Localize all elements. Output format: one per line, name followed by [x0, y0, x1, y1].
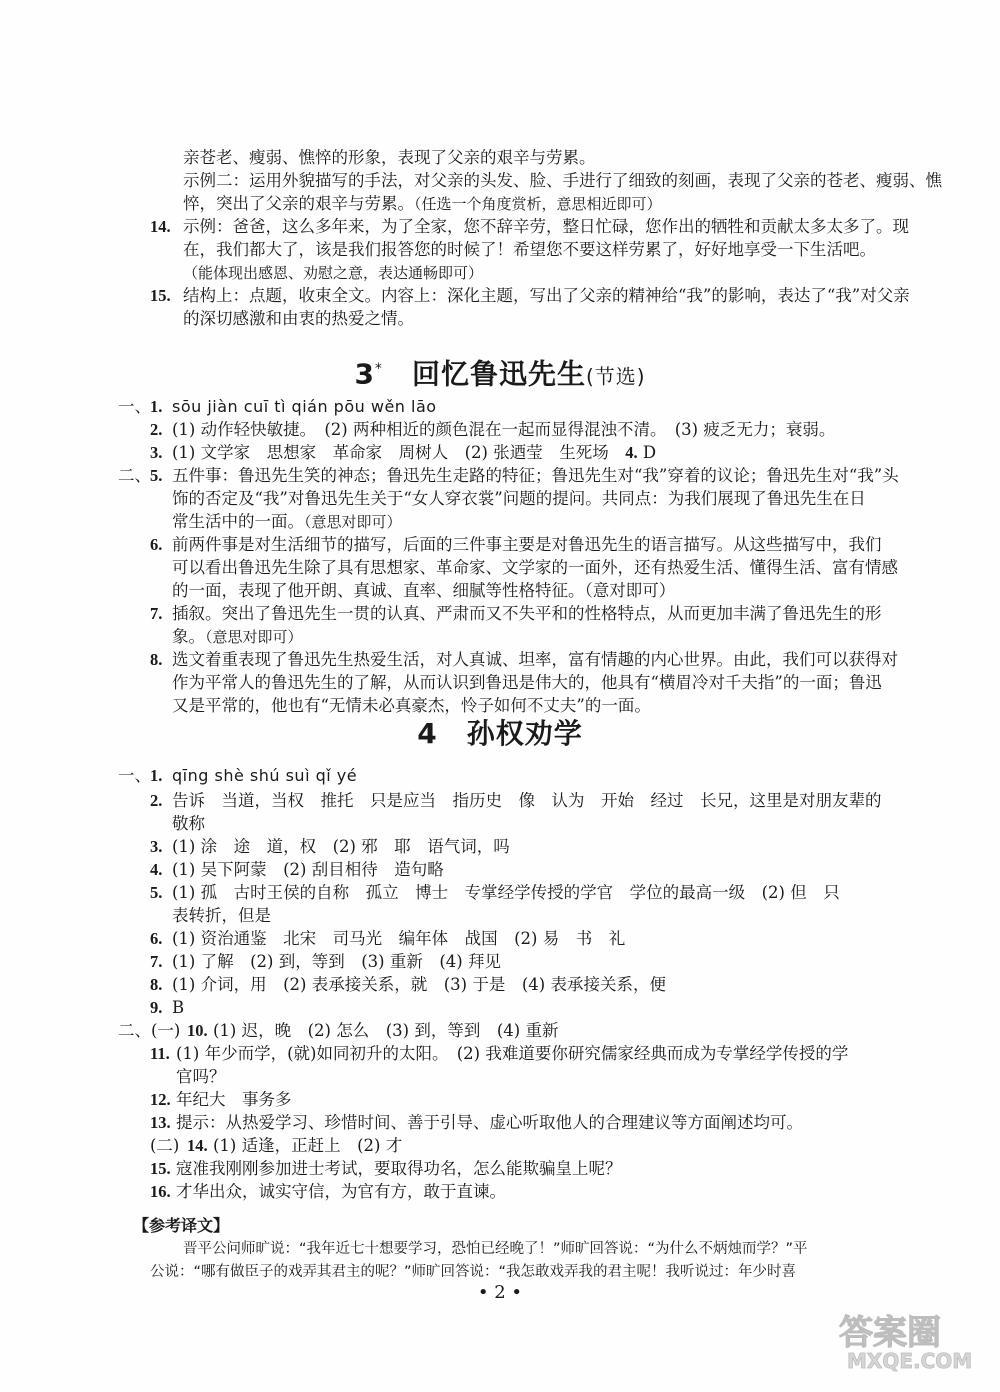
- question-number: 1.: [150, 397, 163, 416]
- answer-line: (1) 了解 (2) 到，等到 (3) 重新 (4) 拜见: [172, 952, 501, 971]
- answer-line: 前两件事是对生活细节的描写，后面的三件事主要是对鲁迅先生的语言描写。从这些描写中，我们: [172, 535, 882, 554]
- text-line: 悴，突出了父亲的艰辛与劳累。（任选一个角度赏析，意思相近即可）: [183, 194, 662, 213]
- answer-line: 寇准我刚刚参加进士考试，要取得功名，怎么能欺骗皇上呢？: [176, 1159, 622, 1178]
- answer-line: 表转折，但是: [172, 906, 271, 925]
- section-title: 4 孙权劝学: [417, 717, 583, 750]
- part-marker: 一、: [118, 766, 151, 785]
- part-marker: 一、: [118, 397, 151, 416]
- answer-note: （能体现出感恩、劝慰之意，表达通畅即可）: [183, 264, 484, 282]
- pinyin-answer: qīng shè shú suì qǐ yé: [172, 766, 358, 785]
- answer-line: 作为平常人的鲁迅先生的了解，从而认识到鲁迅是伟大的，他具有“横眉冷对千夫指”的一面；鲁迅: [172, 673, 882, 692]
- answer-line: (1) 动作轻快敏捷。 (2) 两种相近的颜色混在一起而显得混浊不清。 (3) 疲乏无力；衰弱。: [172, 420, 836, 439]
- question-number: 6.: [150, 929, 163, 948]
- answer-line: 官吗？: [176, 1067, 226, 1086]
- question-number: 16.: [150, 1182, 171, 1201]
- question-number: 12.: [150, 1090, 171, 1109]
- answer-line: 在，我们都大了，该是我们报答您的时候了！希望您不要这样劳累了，好好地享受一下生活吧。: [183, 240, 876, 259]
- question-number: 5.: [150, 883, 163, 902]
- question-number: 9.: [150, 998, 163, 1017]
- question-number: 7.: [150, 952, 163, 971]
- question-number: 1.: [150, 766, 163, 785]
- answer-line: 象。（意思对即可）: [172, 627, 303, 646]
- answer-line: 提示：从热爱学习、珍惜时间、善于引导、虚心听取他人的合理建议等方面阐述均可。: [176, 1113, 803, 1132]
- answer-line: (1) 年少而学，(就)如同初升的太阳。 (2) 我难道要你研究儒家经典而成为专掌经学传授的学: [176, 1044, 849, 1063]
- page-number: • 2 •: [477, 1282, 523, 1303]
- part-marker: (二): [150, 1136, 180, 1155]
- answer-line: 告诉 当道，当权 推托 只是应当 指历史 像 认为 开始 经过 长兄，这里是对朋友辈的: [172, 791, 882, 810]
- answer-line: B: [172, 998, 185, 1017]
- answer-line: 才华出众，诚实守信，为官有方，敢于直谏。: [176, 1182, 506, 1201]
- translation-line: 公说：“哪有做臣子的戏弄其君主的呢？”师旷回答说：“我怎敢戏弄我的君主呢！我听说过：年少时喜: [150, 1264, 797, 1280]
- answer-line: 可以看出鲁迅先生除了具有思想家、革命家、文学家的一面外，还有热爱生活、懂得生活、富有情感: [172, 558, 898, 577]
- text-line: 示例二：运用外貌描写的手法，对父亲的头发、脸、手进行了细致的刻画，表现了父亲的苍老、瘦弱、憔: [183, 171, 942, 190]
- answer-line: 插叙。突出了鲁迅先生一贯的认真、严肃而又不失平和的性格特点，从而更加丰满了鲁迅先生的形: [172, 604, 882, 623]
- question-number: 6.: [150, 535, 163, 554]
- svg-text:MXQE.COM: MXQE.COM: [847, 1349, 973, 1373]
- answer-line: 的深切感激和由衷的热爱之情。: [183, 309, 414, 328]
- question-number: 3.: [150, 443, 163, 462]
- question-number: 14.: [187, 1136, 208, 1155]
- answer-line: 示例：爸爸，这么多年来，为了全家，您不辞辛劳，整日忙碌，您作出的牺牲和贡献太多太多了。现: [183, 217, 909, 236]
- answer-line: (1) 涂 途 道，权 (2) 邪 耶 语气词，吗: [172, 837, 510, 856]
- answer-line: 常生活中的一面。（意思对即可）: [172, 512, 402, 531]
- question-number: 5.: [150, 466, 163, 485]
- question-number: 7.: [150, 604, 163, 623]
- part-marker: 二、: [118, 466, 151, 485]
- answer-line: 选文着重表现了鲁迅先生热爱生活，对人真诚、坦率，富有情趣的内心世界。由此，我们可以获得对: [172, 650, 898, 669]
- answer-line: 敬称: [172, 814, 205, 833]
- question-number: 14.: [150, 217, 171, 236]
- answer-line: (1) 孤 古时王侯的自称 孤立 博士 专掌经学传授的学官 学位的最高一级 (2) 但 只: [172, 883, 840, 902]
- answer-line: 的一面，表现了他开朗、真诚、直率、细腻等性格特征。（意对即可）: [172, 581, 676, 600]
- answer-line: 年纪大 事务多: [176, 1090, 292, 1109]
- answer-line: 结构上：点题，收束全文。内容上：深化主题，写出了父亲的精神给“我”的影响，表达了“我”对父亲: [183, 286, 910, 305]
- answer-line: (1) 文学家 思想家 革命家 周树人 (2) 张迺莹 生死场 4. D: [172, 443, 657, 462]
- question-number: 10.: [187, 1021, 208, 1040]
- pinyin-answer: sōu jiàn cuī tì qián pōu wěn lāo: [172, 397, 437, 416]
- question-number: 8.: [150, 975, 163, 994]
- answer-line: (1) 吴下阿蒙 (2) 刮目相待 造句略: [172, 860, 444, 879]
- reference-translation-heading: 【参考译文】: [133, 1216, 230, 1235]
- question-number: 8.: [150, 650, 163, 669]
- answer-line: (1) 资治通鉴 北宋 司马光 编年体 战国 (2) 易 书 礼: [172, 929, 626, 948]
- question-number: 2.: [150, 420, 163, 439]
- answer-line: (1) 介词，用 (2) 表承接关系，就 (3) 于是 (4) 表承接关系，便: [172, 975, 666, 994]
- answer-line: 又是平常的，他也有“无情未必真豪杰，怜子如何不丈夫”的一面。: [172, 696, 651, 715]
- text-line: 亲苍老、瘦弱、憔悴的形象，表现了父亲的艰辛与劳累。: [183, 148, 596, 167]
- question-number: 15.: [150, 286, 171, 305]
- watermark-logo: [833, 1304, 978, 1374]
- translation-line: 晋平公问师旷说：“我年近七十想要学习，恐怕已经晚了！”师旷回答说：“为什么不炳烛而学？”平: [183, 1241, 808, 1257]
- answer-line: (1) 迟，晚 (2) 怎么 (3) 到，等到 (4) 重新: [213, 1021, 559, 1040]
- question-number: 15.: [150, 1159, 171, 1178]
- svg-text:答案圈: 答案圈: [839, 1313, 941, 1353]
- answer-line: 五件事：鲁迅先生笑的神态；鲁迅先生走路的特征；鲁迅先生对“我”穿着的议论；鲁迅先生对“我”头: [172, 466, 899, 485]
- question-number: 13.: [150, 1113, 171, 1132]
- question-number: 4.: [150, 860, 163, 879]
- section-title: 3* 回忆鲁迅先生(节选): [354, 357, 646, 391]
- question-number: 3.: [150, 837, 163, 856]
- part-marker: 二、(一): [118, 1021, 181, 1040]
- question-number: 2.: [150, 791, 163, 810]
- answer-line: (1) 适逢，正赶上 (2) 才: [213, 1136, 403, 1155]
- answer-line: 饰的否定及“我”对鲁迅先生关于“女人穿衣裳”问题的提问。共同点：为我们展现了鲁迅先生在日: [172, 489, 866, 508]
- question-number: 11.: [150, 1044, 170, 1063]
